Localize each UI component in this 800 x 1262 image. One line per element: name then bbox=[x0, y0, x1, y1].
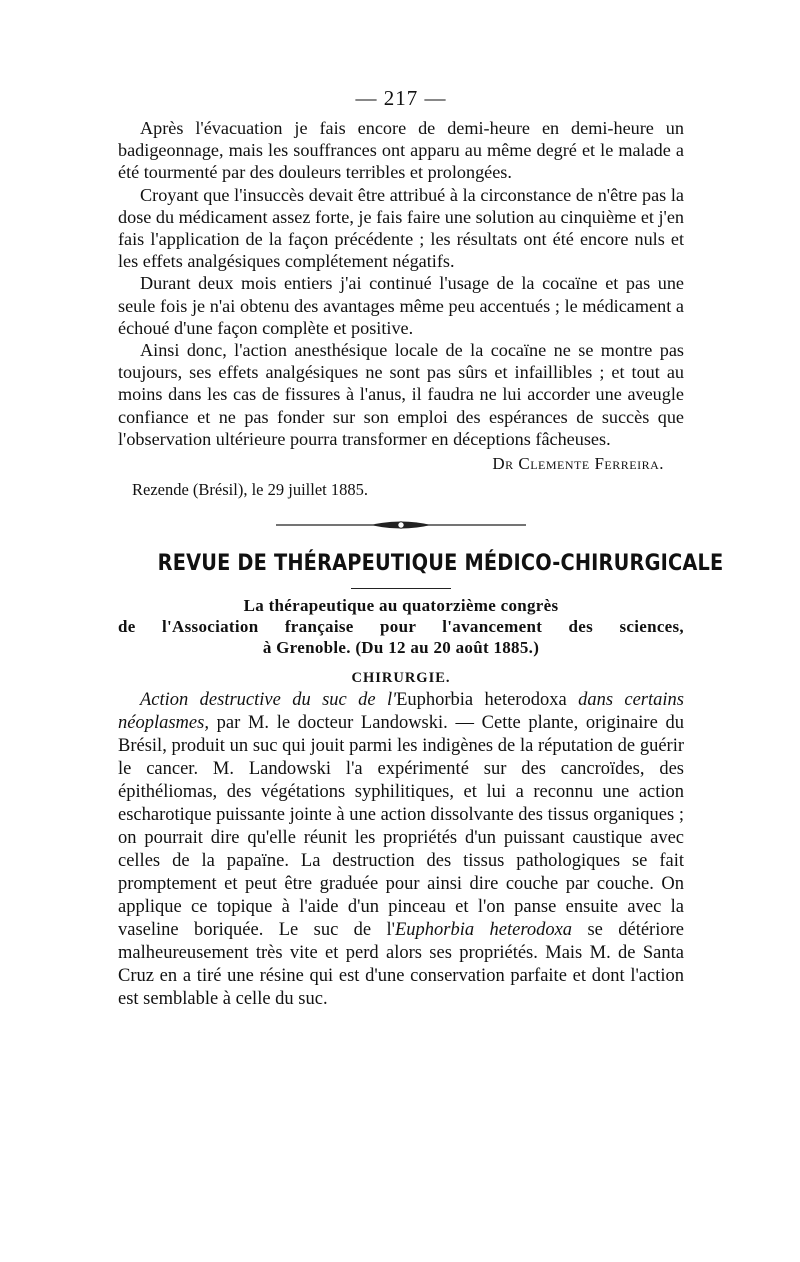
lead-italic-2: dans certains néoplasmes, bbox=[118, 690, 684, 734]
article-title-line-2: de l'Association française pour l'avancement des sciences, bbox=[118, 617, 684, 637]
article-body bbox=[118, 689, 684, 1011]
body-text-1: par M. le docteur Landowski. — Cette plante, originaire du Brésil, produit un suc qui jouit parmi les indigènes de la réputation de guérir le cancer. M. Landowski l'a expérimenté sur des cancroïdes, des épithéliomas, des végétations syphilitiques, et lui a reconnu une action escharotique puissante jointe à une action dissolvante des tissus organiques ; on pourrait dire qu'elle réunit les propriétés d'un puissant caustique avec celles de la papaïne. La destruction des tissus pathologiques se fait promptement et peut être graduée pour ainsi dire couche par couche. On applique ce topique à l'aide d'un pinceau et l'on panse ensuite avec la vaseline boriquée. Le suc de l' bbox=[118, 713, 684, 941]
lead-italic-1: Action destructive du suc de l' bbox=[140, 690, 397, 711]
divider-ornament-icon bbox=[276, 518, 526, 532]
article-title-line-1: La thérapeutique au quatorzième congrès bbox=[243, 596, 559, 616]
article-title-line-3: à Grenoble. (Du 12 au 20 août 1885.) bbox=[262, 638, 540, 658]
lead-roman-1: Euphorbia heterodoxa bbox=[396, 690, 579, 711]
article-title bbox=[118, 595, 684, 658]
page-number: — 217 — bbox=[355, 86, 447, 110]
paragraph-2: Croyant que l'insuccès devait être attribué à la circonstance de n'être pas la dose du médicament assez forte, je fais faire une solution au cinquième et j'en fais l'application de la façon précédente ; les résultats ont été encore nuls et les effets analgésiques complétement négatifs. bbox=[118, 184, 684, 272]
body-text-2: se détériore malheureusement très vite et perd alors ses propriétés. Mais M. de Santa Cruz en a tiré une résine qui est d'une conservation parfaite et dont l'action est semblable à celle du suc. bbox=[118, 920, 684, 1010]
ornamental-divider bbox=[276, 518, 526, 532]
paragraph-4: Ainsi donc, l'action anesthésique locale de la cocaïne ne se montre pas toujours, ses effets analgésiques ne sont pas sûrs et infaillibles ; et tout au moins dans les cas de fissures à l'anus, il faudra ne lui accorder une aveugle confiance et ne pas fonder sur son emploi des espérances de succès que l'observation ultérieure pourra transformer en déceptions fâcheuses. bbox=[118, 340, 684, 449]
paragraph-3: Durant deux mois entiers j'ai continué l'usage de la cocaïne et pas une seule fois je n'ai obtenu des avantages même peu accentués ; le médicament a échoué d'une façon complète et positive. bbox=[118, 273, 684, 338]
title-rule bbox=[351, 588, 451, 589]
signature: Dr Clemente Ferreira. bbox=[492, 454, 664, 474]
paragraph-1: Après l'évacuation je fais encore de demi-heure en demi-heure un badigeonnage, mais les souffrances ont apparu au même degré et le malade a été tourmenté par des douleurs terribles et prolongées. bbox=[118, 118, 684, 183]
body-italic-3: Euphorbia heterodoxa bbox=[395, 920, 573, 941]
section-title: REVUE DE THÉRAPEUTIQUE MÉDICO-CHIRURGICALE bbox=[157, 550, 724, 577]
subheading: CHIRURGIE. bbox=[351, 670, 451, 687]
dateline: Rezende (Brésil), le 29 juillet 1885. bbox=[132, 480, 368, 500]
page bbox=[118, 86, 724, 1011]
